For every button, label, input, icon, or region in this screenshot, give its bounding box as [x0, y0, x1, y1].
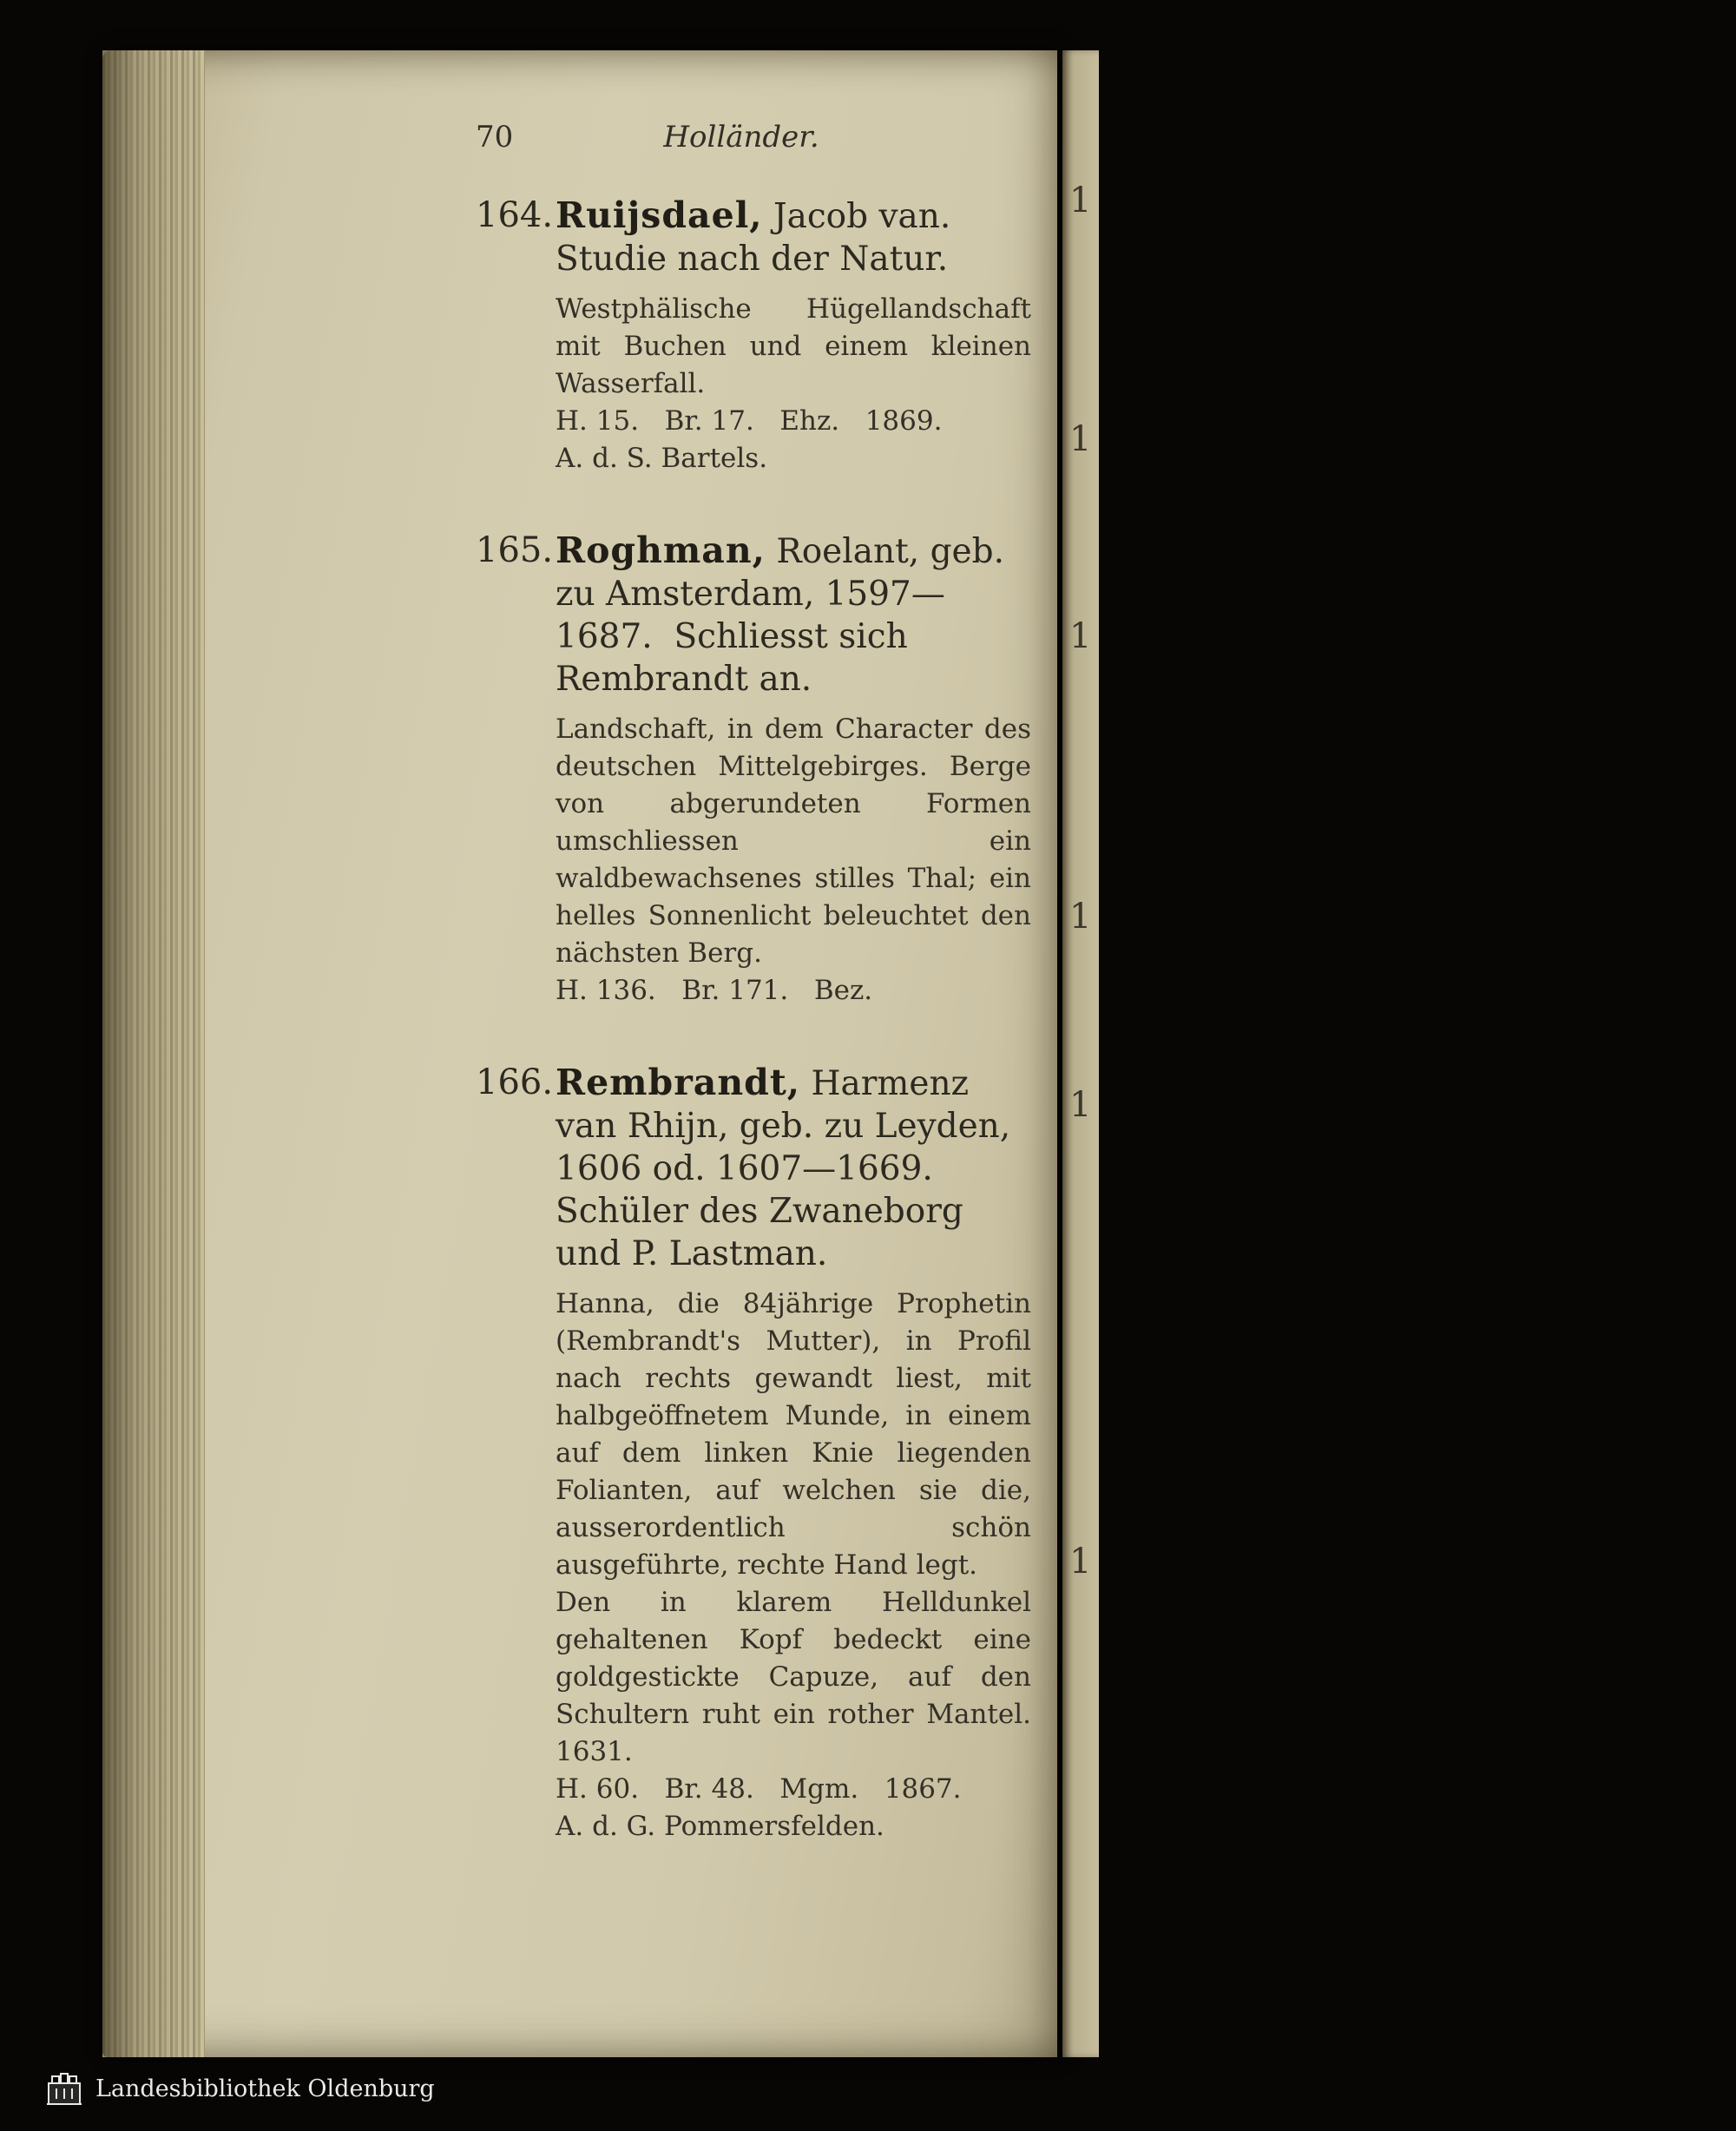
artist-name: Roghman, — [556, 529, 766, 571]
entry-heading — [556, 1062, 1031, 1275]
heading-rest: Harmenz van Rhijn, geb. zu Leyden, 1606 od. 1607—1669. Schüler des Zwaneborg und P. Lastman. — [556, 1064, 1022, 1273]
entry-description: Landschaft, in dem Character des deutschen Mittelgebirges. Berge von abgerundeten Formen umschliessen ein waldbewachsenes stilles Thal; ein helles Sonnenlicht beleuchtet den nächsten Berg. — [556, 714, 1031, 969]
entry-heading — [556, 529, 1031, 700]
entry-number: 165. — [476, 530, 554, 570]
book-page — [102, 50, 1057, 2057]
heading-rest: Jacob van. Studie nach der Natur. — [556, 197, 973, 279]
dimension-line: H. 136. Br. 171. Bez. — [556, 975, 873, 1006]
watermark-label: Landesbibliothek Oldenburg — [95, 2075, 435, 2102]
running-title: Holländer. — [663, 120, 819, 155]
entry-number: 166. — [476, 1062, 554, 1102]
page-fragment: 1 — [1069, 181, 1092, 220]
heading-rest: Roelant, geb. zu Amsterdam, 1597—1687. Schliesst sich Rembrandt an. — [556, 532, 1016, 699]
catalog-entry-166 — [102, 1062, 1057, 1845]
page-fragment: 1 — [1069, 1542, 1092, 1582]
page-number: 70 — [476, 120, 514, 155]
page-content — [102, 120, 1057, 1898]
catalog-entry-165 — [102, 529, 1057, 1010]
entry-body — [556, 194, 1031, 477]
page-header — [102, 120, 1057, 155]
artist-name: Ruijsdael, — [556, 194, 763, 236]
entry-description: Hanna, die 84jährige Prophetin (Rembrandt's Mutter), in Profil nach rechts gewandt liest, mit halbgeöffnetem Munde, in einem auf dem linken Knie liegenden Folianten, auf welchen sie die, ausserordentlich schön ausgeführte, rechte Hand legt. — [556, 1288, 1031, 1581]
next-page-sliver — [1062, 50, 1099, 2057]
page-fragment: 1 — [1069, 616, 1092, 656]
library-logo-icon — [45, 2069, 83, 2108]
catalog-entry-164 — [102, 194, 1057, 477]
entry-body — [556, 1062, 1031, 1845]
dimension-line: H. 15. Br. 17. Ehz. 1869. — [556, 405, 943, 437]
entry-body — [556, 529, 1031, 1010]
entry-heading — [556, 194, 1031, 280]
entry-number: 164. — [476, 195, 554, 235]
artist-name: Rembrandt, — [556, 1062, 801, 1103]
page-fragment: 1 — [1069, 897, 1092, 937]
page-fragment: 1 — [1069, 419, 1092, 459]
library-watermark — [45, 2069, 435, 2108]
provenance-line: A. d. S. Bartels. — [556, 443, 768, 474]
entry-description: Westphälische Hügellandschaft mit Buchen und einem kleinen Wasserfall. — [556, 293, 1031, 399]
provenance-line: A. d. G. Pommersfelden. — [556, 1811, 884, 1842]
entry-description-2: Den in klarem Helldunkel gehaltenen Kopf bedeckt eine goldgestickte Capuze, auf den Schultern ruht ein rother Mantel. 1631. — [556, 1587, 1031, 1767]
dimension-line: H. 60. Br. 48. Mgm. 1867. — [556, 1773, 962, 1805]
page-fragment: 1 — [1069, 1085, 1092, 1125]
